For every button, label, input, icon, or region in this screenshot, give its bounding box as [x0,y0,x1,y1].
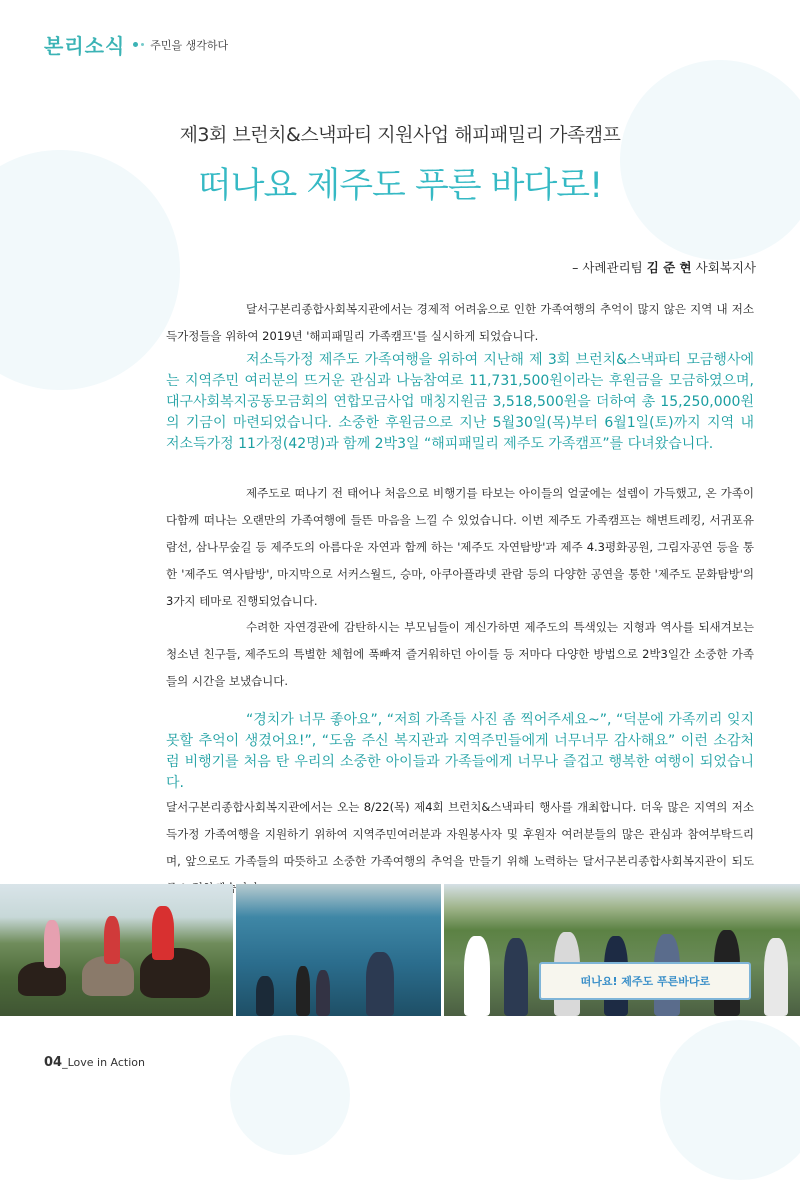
header-tagline: 주민을 생각하다 [150,38,229,52]
background-bubble [660,1020,800,1180]
paragraph-trip: 제주도로 떠나기 전 태어나 처음으로 비행기를 타보는 아이들의 얼굴에는 설렘이 가득했고, 온 가족이 다함께 떠나는 오랜만의 가족여행에 들뜬 마음을 느낄 수 있었습니다. 이번 제주도 가족캠프는 해변트레킹, 서귀포유람선, 삼나무숲길 등 제주도의 아름다운 자연과 함께 하는 '제주도 자연탐방'과 제주 4.3평화공원, 그림자공연 등을 통한 '제주도 역사탐방', 마지막으로 서커스월드, 승마, 아쿠아플라넷 관람 등의 다양한 공연을 통한 '제주도 문화탐방'의 3가지 테마로 진행되었습니다. [166,486,754,608]
page-number: 04 [44,1055,63,1070]
brand-logo: 본리소식 [44,34,126,58]
background-bubble [230,1035,350,1155]
page-footer [44,1055,145,1070]
paragraph-highlight-quotes: “경치가 너무 좋아요”, “저희 가족들 사진 좀 찍어주세요~”, “덕분에 가족끼리 잊지 못할 추억이 생겼어요!”, “도움 주신 복지관과 지역주민들에게 너무너무 감사해요” 이런 소감처럼 비행기를 처음 탄 우리의 소중한 아이들과 가족들에게 너무나 즐겁고 행복한 여행이 되었습니다. [166,712,754,791]
paragraph-scenery: 수려한 자연경관에 감탄하시는 부모님들이 계신가하면 제주도의 특색있는 지형과 역사를 되새겨보는 청소년 친구들, 제주도의 특별한 체험에 푹빠져 즐거워하던 아이들 등 저마다 다양한 방법으로 2박3일간 소중한 가족들의 시간을 보냈습니다. [166,620,754,688]
article-subtitle: 제3회 브런치&스낵파티 지원사업 해피패밀리 가족캠프 [179,124,621,146]
author-role: 사회복지사 [691,260,756,275]
article-body-middle [166,480,754,615]
camp-banner: 떠나요! 제주도 푸른바다로 [539,962,751,1000]
footer-label: _Love in Action [62,1056,146,1069]
article-body-bottom [166,710,754,902]
article-body-scenery [166,614,754,695]
article-body-top [166,296,754,455]
byline-prefix: – 사례관리팀 [572,260,647,275]
photo-group-banner [444,884,800,1016]
photo-strip [0,884,800,1016]
author-name: 김 준 현 [646,260,692,275]
section-header [44,30,228,59]
article-byline [572,258,756,276]
photo-aquarium [236,884,441,1016]
photo-horse-riding [0,884,233,1016]
brand-dots-icon [133,42,144,47]
paragraph-highlight-funding: 저소득가정 제주도 가족여행을 위하여 지난해 제 3회 브런치&스낵파티 모금행사에는 지역주민 여러분의 뜨거운 관심과 나눔참여로 11,731,500원이라는 후원금을 모금하였으며, 대구사회복지공동모금회의 연합모금사업 매칭지원금 3,518,500원을 더하여 총 15,250,000원의 기금이 마련되었습니다. 소중한 후원금으로 지난 5월30일(목)부터 6월1일(토)까지 지역 내 저소득가정 11가정(42명)과 함께 2박3일 “해피패밀리 제주도 가족캠프”를 다녀왔습니다. [166,352,754,452]
paragraph-closing: 달서구본리종합사회복지관에서는 오는 8/22(목) 제4회 브런치&스낵파티 행사를 개최합니다. 더욱 많은 지역의 저소득가정 가족여행을 지원하기 위하여 지역주민여러분과 자원봉사자 및 후원자 여러분들의 많은 관심과 참여부탁드리며, 앞으로도 가족들의 따뜻하고 소중한 가족여행의 추억을 만들기 위해 노력하는 달서구본리종합사회복지관이 되도 [166,800,754,868]
article-title: 떠나요 제주도 푸른 바다로! [197,166,603,206]
paragraph-intro: 달서구본리종합사회복지관에서는 경제적 어려움으로 인한 가족여행의 추억이 많지 않은 지역 내 저소득가정들을 위하여 2019년 '해피패밀리 가족캠프'를 실시하게 되었습니다. [166,302,754,343]
